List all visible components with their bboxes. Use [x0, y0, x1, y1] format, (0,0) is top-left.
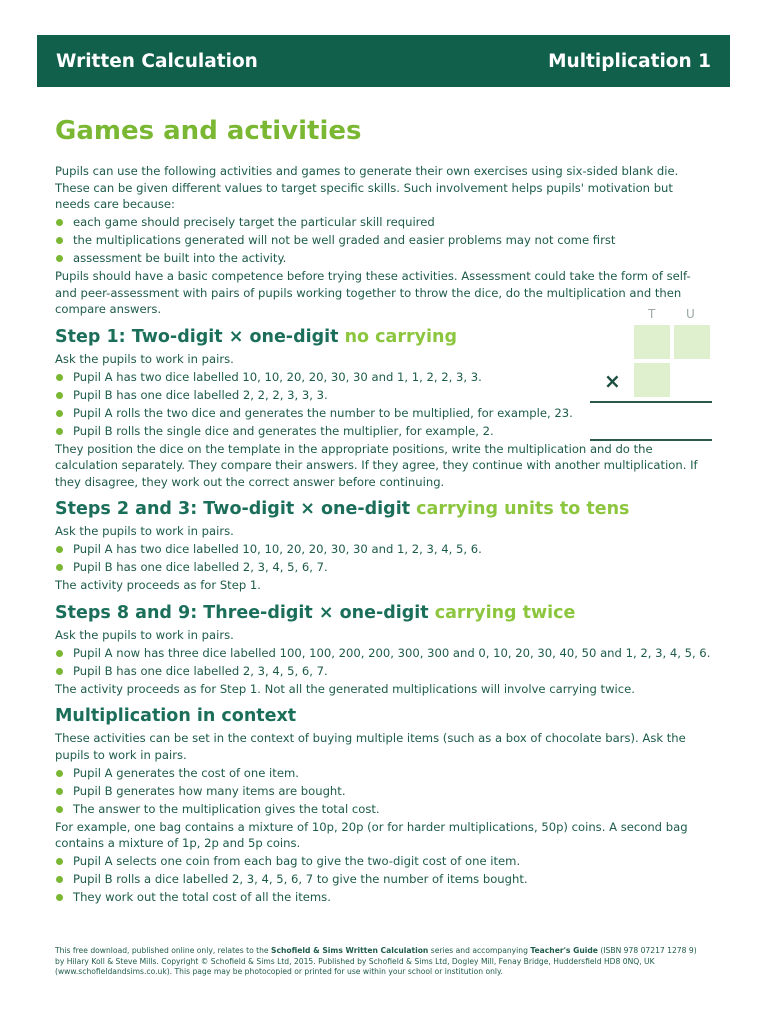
- step2-heading: [55, 498, 715, 520]
- copyright-footer: [55, 946, 715, 978]
- list-item: the multiplications generated will not be well graded and easier problems may not come first: [55, 232, 715, 249]
- footer-guide-name: Teacher's Guide: [530, 946, 598, 955]
- footer-line-2: by Hilary Koll & Steve Mills. Copyright © Schofield & Sims Ltd, 2015. Published by Schofield & Sims Ltd, Dogley Mill, Fenay Bridge, Huddersfield HD8 0NQ, UK: [55, 956, 655, 966]
- list-item: Pupil A has two dice labelled 10, 10, 20, 20, 30, 30 and 1, 2, 3, 4, 5, 6.: [55, 541, 715, 558]
- step8-heading-main: Steps 8 and 9: Three-digit × one-digit: [55, 602, 429, 623]
- header-topic-title: Multiplication 1: [548, 50, 711, 72]
- step1-heading-main: Step 1: Two-digit × one-digit: [55, 326, 339, 347]
- context-bullets: [55, 765, 715, 818]
- list-item: Pupil A generates the cost of one item.: [55, 765, 715, 782]
- header-series-title: Written Calculation: [56, 50, 258, 72]
- intro-bullets: [55, 214, 715, 267]
- list-item: Pupil B has one dice labelled 2, 3, 4, 5, 6, 7.: [55, 663, 715, 680]
- list-item: Pupil B generates how many items are bought.: [55, 783, 715, 800]
- footer-isbn: (ISBN 978 07217 1278 9): [597, 946, 697, 955]
- context-heading: Multiplication in context: [55, 706, 297, 726]
- list-item: Pupil B has one dice labelled 2, 3, 4, 5, 6, 7.: [55, 559, 715, 576]
- step2-heading-sub: carrying units to tens: [416, 499, 630, 519]
- units-label: U: [686, 307, 695, 321]
- step8-after: The activity proceeds as for Step 1. Not all the generated multiplications will involve carrying twice.: [55, 681, 635, 696]
- step1-bullets: [55, 369, 715, 440]
- step1-after: They position the dice on the template in the appropriate positions, write the multiplication and do the calculation separately. They compare their answers. If they agree, they continue with another multiplication. If they disagree, they work out the correct answer before continuing.: [55, 441, 698, 489]
- step2-bullets: [55, 541, 715, 576]
- list-item: Pupil B rolls a dice labelled 2, 3, 4, 5, 6, 7 to give the number of items bought.: [55, 871, 715, 888]
- step1-heading: [55, 326, 715, 348]
- step1-heading-sub: no carrying: [344, 326, 458, 347]
- context-middle: For example, one bag contains a mixture of 10p, 20p (or for harder multiplications, 50p) coins. A second bag contains a mixture of 1p, 2p and 5p coins.: [55, 819, 688, 850]
- step8-bullets: [55, 645, 715, 680]
- tens-label: T: [648, 307, 656, 321]
- intro-after: Pupils should have a basic competence before trying these activities. Assessment could take the form of self- and peer-assessment with pairs of pupils working together to throw the dice, do the multiplication and then compare answers.: [55, 269, 691, 316]
- footer-line-3: (www.schofieldandsims.co.uk). This page may be photocopied or printed for use within your school or institution only.: [55, 967, 503, 976]
- step2-after: The activity proceeds as for Step 1.: [55, 578, 261, 592]
- footer-series-name: Schofield & Sims Written Calculation: [271, 946, 429, 955]
- page-header: [37, 35, 730, 87]
- list-item: each game should precisely target the particular skill required: [55, 214, 715, 231]
- list-item: Pupil A rolls the two dice and generates the number to be multiplied, for example, 23.: [55, 405, 715, 422]
- list-item: Pupil A has two dice labelled 10, 10, 20, 20, 30, 30 and 1, 1, 2, 2, 3, 3.: [55, 369, 715, 386]
- step1-intro: Ask the pupils to work in pairs.: [55, 351, 234, 366]
- list-item: Pupil A now has three dice labelled 100, 100, 200, 200, 300, 300 and 0, 10, 20, 30, 40, 50 and 1, 2, 3, 4, 5, 6.: [55, 645, 715, 662]
- list-item: Pupil A selects one coin from each bag to give the two-digit cost of one item.: [55, 853, 715, 870]
- footer-text: This free download, published online only, relates to the: [55, 946, 272, 955]
- list-item: The answer to the multiplication gives the total cost.: [55, 801, 715, 818]
- list-item: assessment be built into the activity.: [55, 250, 715, 267]
- footer-line-1: [55, 946, 715, 957]
- list-item: Pupil B rolls the single dice and generates the multiplier, for example, 2.: [55, 423, 715, 440]
- page-content: [55, 114, 715, 907]
- step8-heading-sub: carrying twice: [434, 602, 576, 623]
- step2-intro: Ask the pupils to work in pairs.: [55, 524, 234, 538]
- page-title: Games and activities: [55, 116, 362, 146]
- multiply-sign: ×: [604, 369, 621, 393]
- footer-text: series and accompanying: [428, 946, 531, 955]
- step2-heading-main: Steps 2 and 3: Two-digit × one-digit: [55, 499, 411, 519]
- context-intro: These activities can be set in the context of buying multiple items (such as a box of chocolate bars). Ask the pupils to work in pairs.: [55, 731, 686, 762]
- list-item: They work out the total cost of all the items.: [55, 889, 715, 906]
- step8-heading: [55, 602, 715, 624]
- list-item: Pupil B has one dice labelled 2, 2, 2, 3, 3, 3.: [55, 387, 715, 404]
- intro-text: Pupils can use the following activities and games to generate their own exercises using six-sided blank die. These can be given different values to target specific skills. Such involvement helps pupils' motivation but needs care because:: [55, 164, 679, 211]
- context-bullets-2: [55, 853, 715, 906]
- step8-intro: Ask the pupils to work in pairs.: [55, 627, 234, 642]
